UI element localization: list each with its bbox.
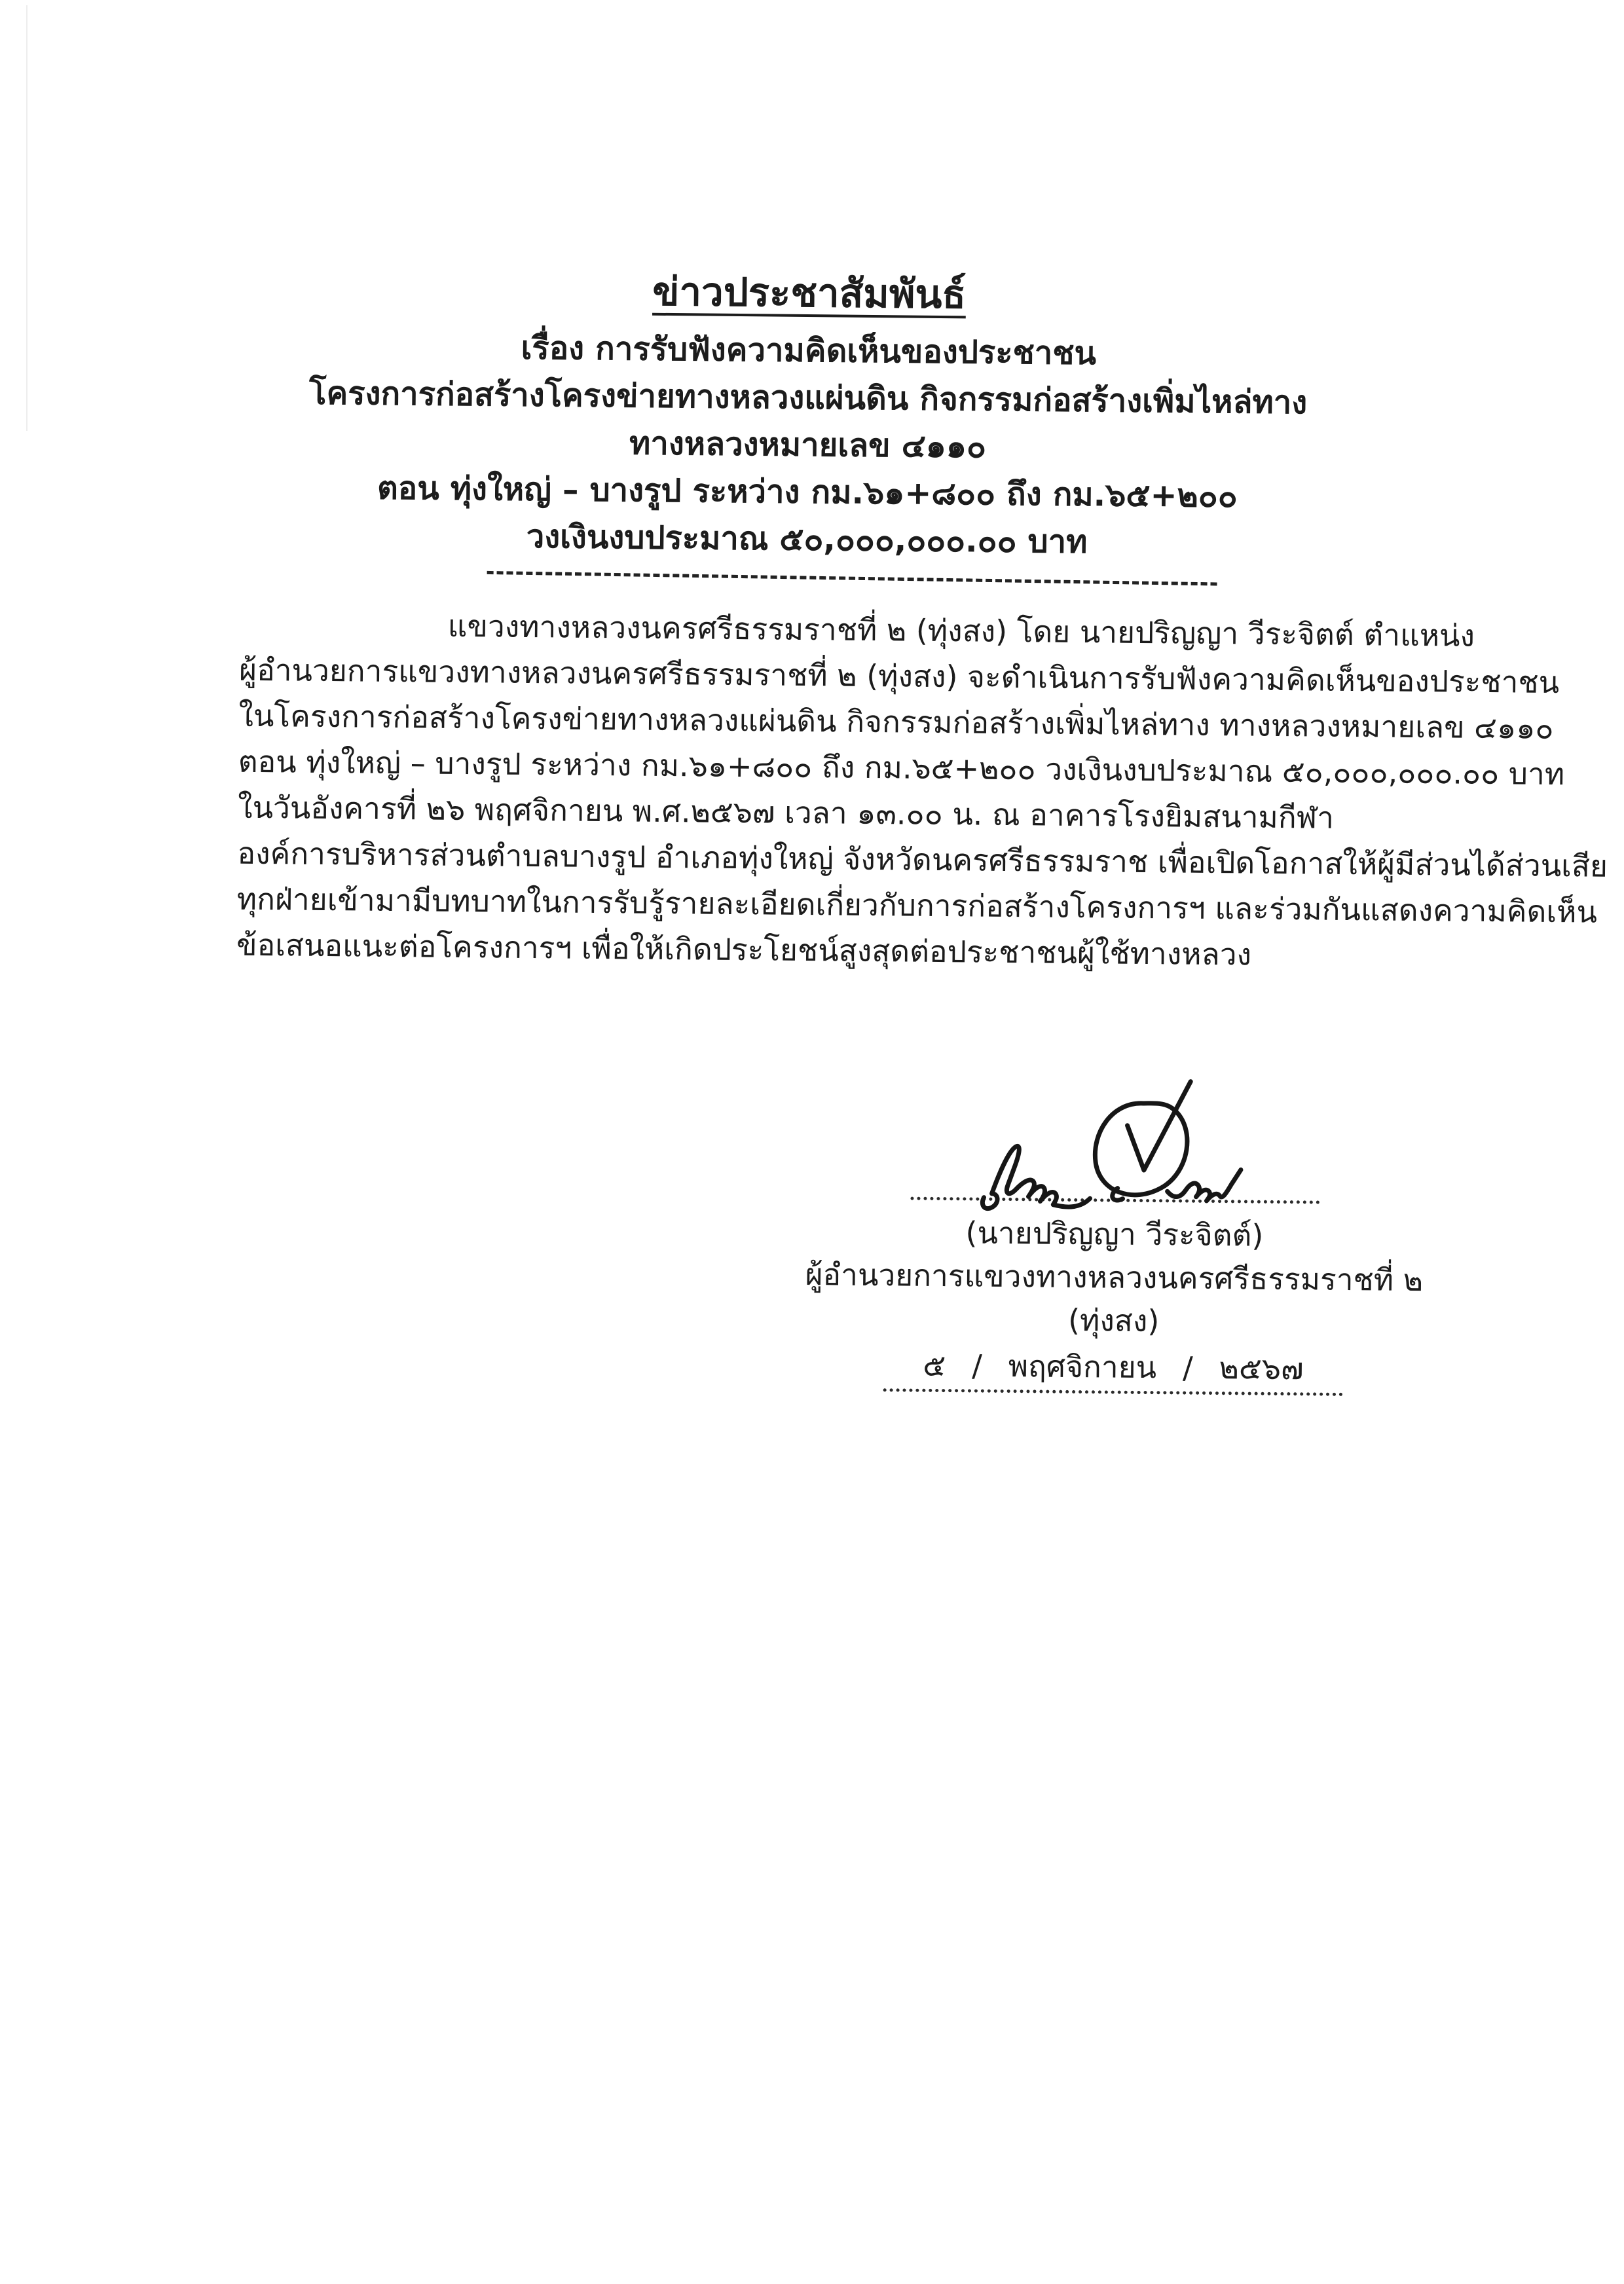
paragraph-line: ตอน ทุ่งใหญ่ – บางรูป ระหว่าง กม.๖๑+๘๐๐ ถึง กม.๖๕+๒๐๐ วงเงินงบประมาณ ๕๐,๐๐๐,๐๐๐.๐๐ บาท [238, 743, 1565, 792]
paragraph-line: ผู้อำนวยการแขวงทางหลวงนครศรีธรรมราชที่ ๒ (ทุ่งสง) จะดำเนินการรับฟังความคิดเห็นของประชาชน [238, 652, 1560, 701]
date-day: ๕ [923, 1347, 946, 1384]
paragraph-line: ข้อเสนอแนะต่อโครงการฯ เพื่อให้เกิดประโยชน์สูงสุดต่อประชาชนผู้ใช้ทางหลวง [236, 927, 1252, 972]
paragraph-line: ในโครงการก่อสร้างโครงข่ายทางหลวงแผ่นดิน กิจกรรมก่อสร้างเพิ่มไหล่ทาง ทางหลวงหมายเลข ๔๑๑๐ [238, 697, 1554, 746]
announcement-paragraph [236, 601, 1608, 980]
signature-date-line [883, 1345, 1343, 1396]
subject-line: เรื่อง การรับฟังความคิดเห็นของประชาชน [521, 329, 1097, 373]
document-header [0, 258, 1621, 571]
paragraph-line: องค์การบริหารส่วนตำบลบางรูป อำเภอทุ่งใหญ่ จังหวัดนครศรีธรรมราช เพื่อเปิดโอกาสให้ผู้มีส่วนได้ส่วนเสีย [237, 835, 1608, 884]
signer-title: ผู้อำนวยการแขวงทางหลวงนครศรีธรรมราชที่ ๒ (ทุ่งสง) [805, 1257, 1424, 1339]
dashed-separator [487, 571, 1217, 586]
date-separator: / [1182, 1350, 1193, 1386]
project-line: โครงการก่อสร้างโครงข่ายทางหลวงแผ่นดิน กิจกรรมก่อสร้างเพิ่มไหล่ทาง [308, 374, 1308, 422]
paragraph-line: แขวงทางหลวงนครศรีธรรมราชที่ ๒ (ทุ่งสง) โดย นายปริญญา วีระจิตต์ ตำแหน่ง [447, 608, 1475, 654]
signer-name: (นายปริญญา วีระจิตต์) [965, 1215, 1264, 1253]
paragraph-line: ทุกฝ่ายเข้ามามีบทบาทในการรับรู้รายละเอียดเกี่ยวกับการก่อสร้างโครงการฯ และร่วมกันแสดงความคิดเห็น [236, 881, 1598, 930]
highway-number-line: ทางหลวงหมายเลข ๔๑๑๐ [629, 424, 987, 466]
date-year: ๒๕๖๗ [1219, 1350, 1304, 1387]
date-month: พฤศจิกายน [1008, 1348, 1157, 1386]
section-km-line: ตอน ทุ่งใหญ่ – บางรูป ระหว่าง กม.๖๑+๘๐๐ ถึง กม.๖๕+๒๐๐ [377, 469, 1238, 515]
paragraph-line: ในวันอังคารที่ ๒๖ พฤศจิกายน พ.ศ.๒๕๖๗ เวลา ๑๓.๐๐ น. ณ อาคารโรงยิมสนามกีฬา [237, 789, 1335, 836]
date-separator: / [972, 1348, 983, 1384]
page-title: ข่าวประชาสัมพันธ์ [652, 268, 967, 318]
budget-line: วงเงินงบประมาณ ๕๐,๐๐๐,๐๐๐.๐๐ บาท [526, 517, 1088, 561]
signature-block [792, 1059, 1437, 1397]
